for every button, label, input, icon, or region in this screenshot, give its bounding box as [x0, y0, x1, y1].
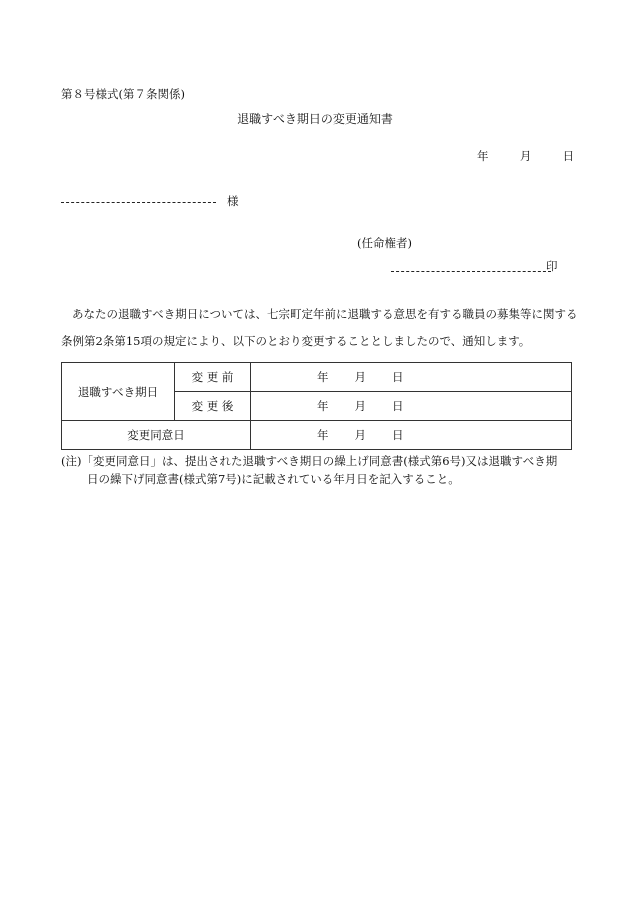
document-title: 退職すべき期日の変更通知書: [237, 112, 393, 126]
consent-date[interactable]: [251, 421, 572, 450]
issue-date: [477, 148, 574, 164]
day-label: 日: [562, 149, 575, 163]
table-row: [62, 363, 572, 392]
table-row: [62, 421, 572, 450]
footnote-line-1: (注)「変更同意日」は、提出された退職すべき期日の繰上げ同意書(様式第6号)又は退職すべき期: [61, 454, 558, 468]
form-number-label: 第８号様式(第７条関係): [61, 87, 185, 101]
retirement-date-header: 退職すべき期日: [62, 363, 175, 421]
day-label: 日: [392, 370, 404, 384]
after-change-label: 変 更 後: [175, 392, 251, 421]
year-label: 年: [317, 428, 329, 442]
after-change-date[interactable]: [251, 392, 572, 421]
day-label: 日: [392, 399, 404, 413]
addressee-honorific: 様: [227, 194, 239, 208]
month-label: 月: [354, 399, 366, 413]
before-change-date[interactable]: [251, 363, 572, 392]
day-label: 日: [392, 428, 404, 442]
change-date-table: [61, 362, 572, 450]
seal-mark: 印: [546, 259, 558, 273]
year-label: 年: [477, 149, 489, 163]
before-change-label: 変 更 前: [175, 363, 251, 392]
footnote: [61, 452, 581, 488]
appointing-authority-label: (任命権者): [357, 236, 412, 250]
addressee-name-line[interactable]: [61, 201, 216, 203]
appointer-name-line[interactable]: [391, 270, 551, 272]
notification-body: あなたの退職すべき期日については、七宗町定年前に退職する意思を有する職員の募集等に関する条例第2条第15項の規定により、以下のとおり変更することとしましたので、通知します。: [61, 307, 578, 348]
month-label: 月: [519, 149, 532, 163]
year-label: 年: [317, 370, 329, 384]
consent-date-label: 変更同意日: [62, 421, 251, 450]
year-label: 年: [317, 399, 329, 413]
footnote-line-2: 日の繰下げ同意書(様式第7号)に記載されている年月日を記入すること。: [87, 472, 460, 486]
month-label: 月: [354, 428, 366, 442]
month-label: 月: [354, 370, 366, 384]
